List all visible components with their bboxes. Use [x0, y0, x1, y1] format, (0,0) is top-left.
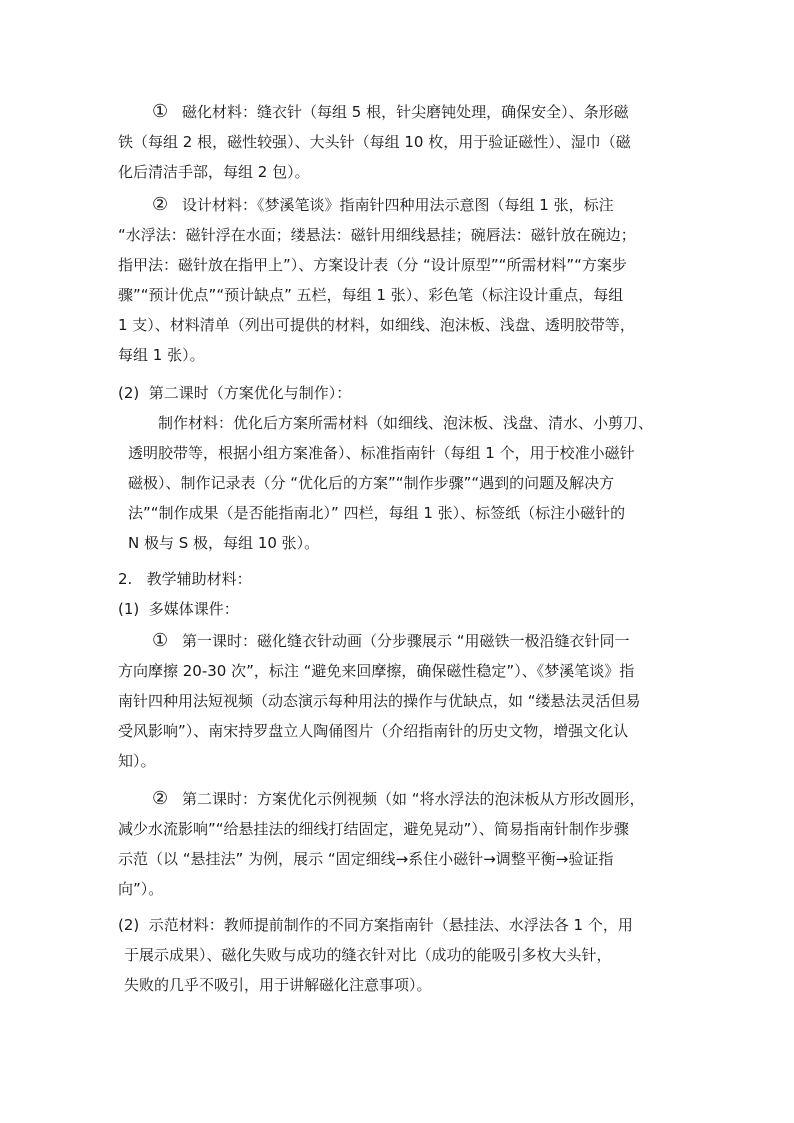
paragraph-lesson2-courseware: [118, 784, 645, 904]
circled-number-2: ②: [152, 788, 169, 809]
text-line: 南针四种用法短视频（动态演示每种用法的操作与优缺点，如 “缕悬法灵活但易: [118, 692, 641, 710]
text-line: 第一课时：磁化缝衣针动画（分步骤展示 “用磁铁一极沿缝衣针同一: [182, 632, 630, 650]
text-line: 每组 1 张）。: [118, 346, 205, 364]
text-line: 指甲法：磁针放在指甲上”）、方案设计表（分 “设计原型”“所需材料”“方案步: [118, 256, 627, 274]
text-line: (2) 示范材料：教师提前制作的不同方案指南针（悬挂法、水浮法各 1 个，用: [118, 916, 633, 934]
paragraph-making-materials: [128, 408, 653, 558]
text-line: 受风影响”）、南宋持罗盘立人陶俑图片（介绍指南针的历史文物，增强文化认: [118, 722, 629, 740]
text-line: 示范（以 “悬挂法” 为例，展示 “固定细线→系住小磁针→调整平衡→验证指: [118, 850, 614, 868]
text-line: 制作材料：优化后方案所需材料（如细线、泡沫板、浅盘、清水、小剪刀、: [158, 414, 654, 432]
text-line: 方向摩擦 20-30 次”，标注 “避免来回摩擦，确保磁性稳定”）、《梦溪笔谈》指: [118, 662, 635, 680]
text-line: “水浮法：磁针浮在水面；缕悬法：磁针用细线悬挂；碗唇法：磁针放在碗边；: [118, 226, 636, 244]
paragraph-demo-materials: [118, 910, 633, 1000]
heading-teaching-aids: 2. 教学辅助材料：: [118, 570, 252, 588]
text-line: 化后清洁手部，每组 2 包）。: [118, 163, 310, 181]
text-line: 向”）。: [118, 880, 164, 898]
paragraph-lesson1-courseware: [118, 626, 641, 776]
text-line: 第二课时：方案优化示例视频（如 “将水浮法的泡沫板从方形改圆形，: [182, 790, 645, 808]
circled-number-1: ①: [152, 101, 169, 122]
paragraph-magnetize-materials: [118, 97, 631, 187]
paragraph-design-materials: [118, 190, 636, 370]
text-line: 失败的几乎不吸引，用于讲解磁化注意事项）。: [124, 976, 432, 994]
text-line: 减少水流影响”“给悬挂法的细线打结固定，避免晃动”）、简易指南针制作步骤: [118, 820, 629, 838]
text-line: 于展示成果）、磁化失败与成功的缝衣针对比（成功的能吸引多枚大头针，: [124, 946, 612, 964]
heading-second-lesson: (2) 第二课时（方案优化与制作）：: [118, 384, 352, 402]
circled-number-1: ①: [152, 630, 169, 651]
text-line: 知）。: [118, 752, 156, 770]
circled-number-2: ②: [152, 194, 169, 215]
text-line: 铁（每组 2 根，磁性较强）、大头针（每组 10 枚，用于验证磁性）、湿巾（磁: [118, 133, 631, 151]
heading-multimedia: (1) 多媒体课件：: [118, 600, 239, 618]
text-line: 骤”“预计优点”“预计缺点” 五栏，每组 1 张）、彩色笔（标注设计重点，每组: [118, 286, 624, 304]
text-line: 磁化材料：缝衣针（每组 5 根，针尖磨钝处理，确保安全）、条形磁: [182, 103, 629, 121]
text-line: 法”“制作成果（是否能指南北）” 四栏，每组 1 张）、标签纸（标注小磁针的: [128, 504, 626, 522]
text-line: 磁极）、制作记录表（分 “优化后的方案”“制作步骤”“遇到的问题及解决方: [128, 474, 615, 492]
text-line: N 极与 S 极，每组 10 张）。: [128, 534, 320, 552]
text-line: 透明胶带等，根据小组方案准备）、标准指南针（每组 1 个，用于校准小磁针: [128, 444, 635, 462]
text-line: 1 支）、材料清单（列出可提供的材料，如细线、泡沫板、浅盘、透明胶带等，: [118, 316, 635, 334]
text-line: 设计材料：《梦溪笔谈》指南针四种用法示意图（每组 1 张，标注: [182, 196, 614, 214]
